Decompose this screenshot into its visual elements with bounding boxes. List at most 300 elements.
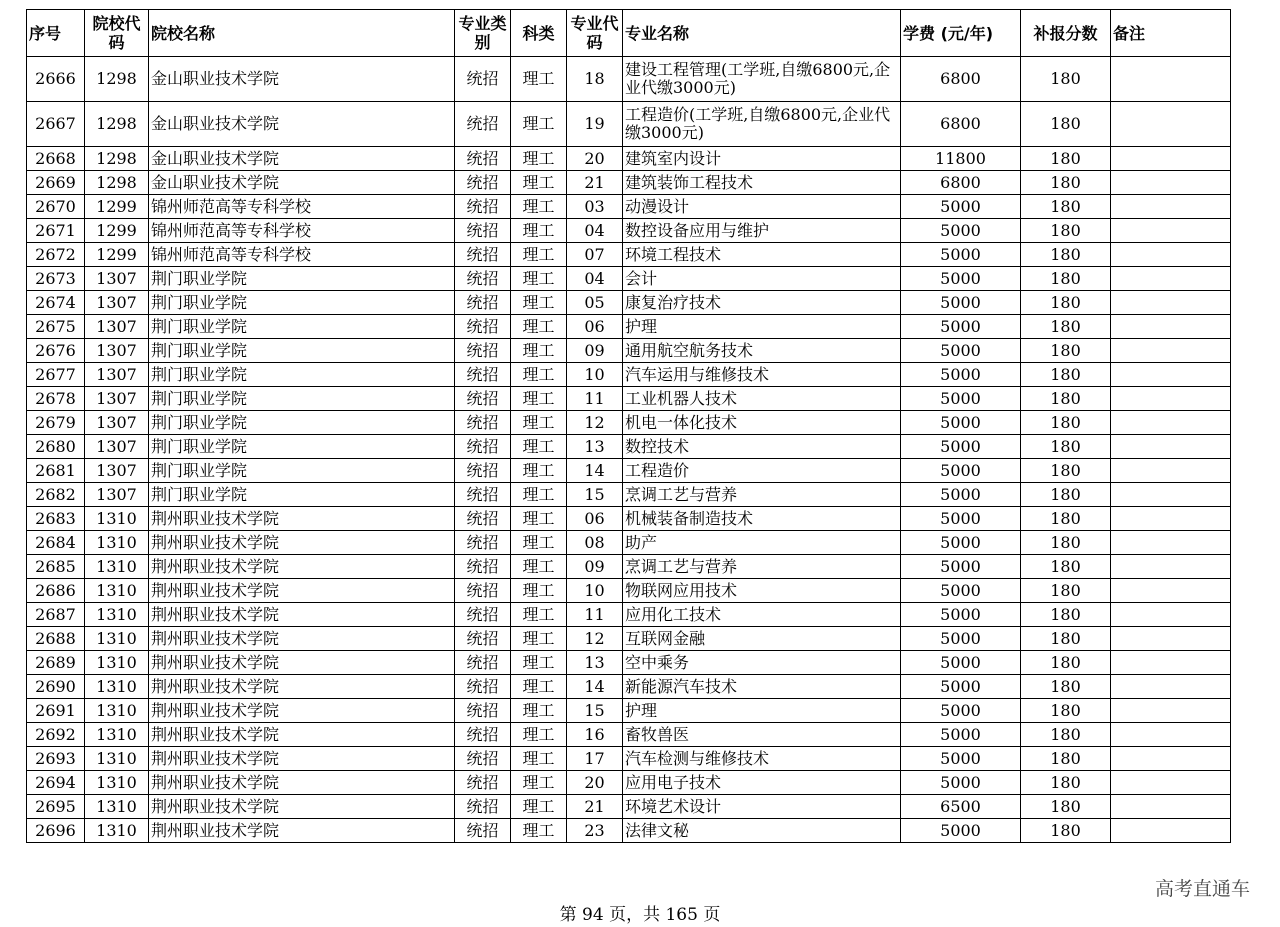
category-cell: 理工 [511,579,567,603]
school-code-cell: 1299 [85,243,149,267]
table-row [27,219,1231,243]
table-row [27,147,1231,171]
school-name-cell: 荆州职业技术学院 [149,795,455,819]
school-code-cell: 1310 [85,771,149,795]
major-code-cell: 04 [567,267,623,291]
major-type-cell: 统招 [455,267,511,291]
score-cell: 180 [1021,411,1111,435]
fee-cell: 5000 [901,339,1021,363]
major-name-cell: 护理 [623,699,901,723]
school-name-cell: 荆州职业技术学院 [149,747,455,771]
major-type-cell: 统招 [455,747,511,771]
header-row [27,10,1231,57]
major-name-cell: 建设工程管理(工学班,自缴6800元,企业代缴3000元) [623,57,901,102]
school-code-cell: 1310 [85,651,149,675]
fee-cell: 5000 [901,747,1021,771]
school-code-cell: 1298 [85,102,149,147]
score-cell: 180 [1021,579,1111,603]
score-cell: 180 [1021,723,1111,747]
score-cell: 180 [1021,651,1111,675]
category-cell: 理工 [511,483,567,507]
school-code-cell: 1310 [85,555,149,579]
score-cell: 180 [1021,603,1111,627]
school-name-cell: 荆门职业学院 [149,387,455,411]
score-cell: 180 [1021,267,1111,291]
table-row [27,771,1231,795]
school-name-cell: 荆门职业学院 [149,339,455,363]
fee-cell: 5000 [901,435,1021,459]
school-code-cell: 1307 [85,387,149,411]
school-name-cell: 荆门职业学院 [149,315,455,339]
school-code-cell: 1310 [85,699,149,723]
school-name-cell: 锦州师范高等专科学校 [149,195,455,219]
major-type-cell: 统招 [455,243,511,267]
major-code-cell: 16 [567,723,623,747]
score-cell: 180 [1021,243,1111,267]
school-code-cell: 1310 [85,747,149,771]
major-type-cell: 统招 [455,435,511,459]
school-name-cell: 荆门职业学院 [149,291,455,315]
category-cell: 理工 [511,243,567,267]
fee-cell: 5000 [901,723,1021,747]
major-code-cell: 03 [567,195,623,219]
fee-cell: 6500 [901,795,1021,819]
school-code-cell: 1307 [85,483,149,507]
major-code-cell: 09 [567,555,623,579]
major-type-cell: 统招 [455,531,511,555]
major-type-cell: 统招 [455,459,511,483]
school-name-cell: 荆州职业技术学院 [149,771,455,795]
fee-cell: 5000 [901,267,1021,291]
school-name-cell: 荆门职业学院 [149,483,455,507]
table-row [27,531,1231,555]
category-cell: 理工 [511,411,567,435]
score-cell: 180 [1021,795,1111,819]
category-cell: 理工 [511,267,567,291]
major-name-cell: 应用电子技术 [623,771,901,795]
category-cell: 理工 [511,675,567,699]
category-cell: 理工 [511,531,567,555]
major-type-cell: 统招 [455,819,511,843]
seq-cell: 2693 [27,747,85,771]
major-name-cell: 建筑装饰工程技术 [623,171,901,195]
school-name-cell: 金山职业技术学院 [149,147,455,171]
table-row [27,579,1231,603]
school-name-cell: 荆州职业技术学院 [149,699,455,723]
seq-cell: 2688 [27,627,85,651]
school-name-cell: 荆州职业技术学院 [149,531,455,555]
category-cell: 理工 [511,219,567,243]
table-row [27,435,1231,459]
school-name-cell: 荆州职业技术学院 [149,651,455,675]
seq-cell: 2669 [27,171,85,195]
major-type-cell: 统招 [455,102,511,147]
school-name-cell: 荆州职业技术学院 [149,603,455,627]
seq-cell: 2694 [27,771,85,795]
seq-cell: 2691 [27,699,85,723]
major-name-cell: 空中乘务 [623,651,901,675]
school-code-cell: 1307 [85,435,149,459]
remark-cell [1111,363,1231,387]
seq-cell: 2687 [27,603,85,627]
school-code-cell: 1307 [85,363,149,387]
school-code-cell: 1310 [85,531,149,555]
remark-cell [1111,483,1231,507]
school-name-cell: 荆门职业学院 [149,411,455,435]
category-cell: 理工 [511,363,567,387]
major-code-cell: 18 [567,57,623,102]
fee-cell: 5000 [901,627,1021,651]
school-code-cell: 1298 [85,171,149,195]
major-name-cell: 汽车检测与维修技术 [623,747,901,771]
remark-cell [1111,603,1231,627]
page-footer: 第 94 页，共 165 页 [559,905,721,925]
major-code-cell: 04 [567,219,623,243]
school-name-cell: 金山职业技术学院 [149,171,455,195]
seq-cell: 2670 [27,195,85,219]
major-name-cell: 助产 [623,531,901,555]
score-cell: 180 [1021,339,1111,363]
major-type-cell: 统招 [455,627,511,651]
school-code-cell: 1307 [85,267,149,291]
remark-cell [1111,459,1231,483]
score-cell: 180 [1021,699,1111,723]
school-name-cell: 锦州师范高等专科学校 [149,243,455,267]
remark-cell [1111,195,1231,219]
seq-cell: 2686 [27,579,85,603]
school-code-cell: 1310 [85,795,149,819]
major-code-cell: 14 [567,459,623,483]
major-type-cell: 统招 [455,315,511,339]
major-type-cell: 统招 [455,651,511,675]
major-code-cell: 10 [567,579,623,603]
remark-cell [1111,435,1231,459]
fee-cell: 6800 [901,102,1021,147]
school-code-cell: 1310 [85,603,149,627]
table-row [27,747,1231,771]
remark-cell [1111,339,1231,363]
major-type-cell: 统招 [455,483,511,507]
remark-cell [1111,102,1231,147]
seq-cell: 2689 [27,651,85,675]
school-code-cell: 1298 [85,57,149,102]
school-code-cell: 1307 [85,411,149,435]
table-row [27,102,1231,147]
major-name-cell: 烹调工艺与营养 [623,555,901,579]
remark-cell [1111,627,1231,651]
school-code-cell: 1310 [85,723,149,747]
table-row [27,699,1231,723]
table-row [27,459,1231,483]
fee-cell: 5000 [901,675,1021,699]
major-code-cell: 12 [567,627,623,651]
major-code-cell: 17 [567,747,623,771]
school-code-cell: 1307 [85,291,149,315]
school-code-cell: 1310 [85,507,149,531]
fee-cell: 5000 [901,219,1021,243]
remark-cell [1111,795,1231,819]
score-cell: 180 [1021,459,1111,483]
school-name-cell: 金山职业技术学院 [149,57,455,102]
major-code-cell: 20 [567,771,623,795]
seq-cell: 2683 [27,507,85,531]
header-fee: 学费 (元/年) [901,10,1021,57]
fee-cell: 5000 [901,699,1021,723]
school-name-cell: 荆州职业技术学院 [149,555,455,579]
major-name-cell: 机电一体化技术 [623,411,901,435]
seq-cell: 2676 [27,339,85,363]
seq-cell: 2681 [27,459,85,483]
seq-cell: 2685 [27,555,85,579]
score-cell: 180 [1021,387,1111,411]
remark-cell [1111,531,1231,555]
table-row [27,819,1231,843]
remark-cell [1111,171,1231,195]
seq-cell: 2671 [27,219,85,243]
category-cell: 理工 [511,459,567,483]
major-name-cell: 会计 [623,267,901,291]
fee-cell: 5000 [901,411,1021,435]
fee-cell: 6800 [901,57,1021,102]
remark-cell [1111,771,1231,795]
school-code-cell: 1299 [85,219,149,243]
major-type-cell: 统招 [455,675,511,699]
major-name-cell: 数控设备应用与维护 [623,219,901,243]
major-code-cell: 23 [567,819,623,843]
fee-cell: 5000 [901,603,1021,627]
table-row [27,291,1231,315]
category-cell: 理工 [511,555,567,579]
category-cell: 理工 [511,603,567,627]
remark-cell [1111,747,1231,771]
score-cell: 180 [1021,315,1111,339]
major-type-cell: 统招 [455,411,511,435]
header-remark: 备注 [1111,10,1231,57]
major-name-cell: 工程造价(工学班,自缴6800元,企业代缴3000元) [623,102,901,147]
table-row [27,795,1231,819]
seq-cell: 2684 [27,531,85,555]
category-cell: 理工 [511,507,567,531]
fee-cell: 5000 [901,315,1021,339]
table-row [27,171,1231,195]
remark-cell [1111,723,1231,747]
seq-cell: 2667 [27,102,85,147]
fee-cell: 11800 [901,147,1021,171]
category-cell: 理工 [511,291,567,315]
school-name-cell: 荆门职业学院 [149,435,455,459]
school-code-cell: 1299 [85,195,149,219]
score-cell: 180 [1021,819,1111,843]
score-cell: 180 [1021,363,1111,387]
table-row [27,195,1231,219]
major-code-cell: 20 [567,147,623,171]
seq-cell: 2696 [27,819,85,843]
category-cell: 理工 [511,723,567,747]
major-name-cell: 环境工程技术 [623,243,901,267]
fee-cell: 5000 [901,819,1021,843]
school-code-cell: 1310 [85,627,149,651]
watermark: 高考直通车 [1154,878,1250,900]
remark-cell [1111,699,1231,723]
major-type-cell: 统招 [455,579,511,603]
school-code-cell: 1307 [85,315,149,339]
remark-cell [1111,411,1231,435]
seq-cell: 2673 [27,267,85,291]
header-major-type: 专业类别 [455,10,511,57]
score-cell: 180 [1021,531,1111,555]
school-name-cell: 荆门职业学院 [149,459,455,483]
fee-cell: 5000 [901,507,1021,531]
score-cell: 180 [1021,435,1111,459]
fee-cell: 5000 [901,243,1021,267]
major-name-cell: 畜牧兽医 [623,723,901,747]
major-type-cell: 统招 [455,507,511,531]
table-row [27,411,1231,435]
table-row [27,675,1231,699]
major-code-cell: 13 [567,651,623,675]
seq-cell: 2674 [27,291,85,315]
major-code-cell: 11 [567,603,623,627]
major-name-cell: 护理 [623,315,901,339]
score-cell: 180 [1021,483,1111,507]
major-name-cell: 环境艺术设计 [623,795,901,819]
major-name-cell: 建筑室内设计 [623,147,901,171]
score-cell: 180 [1021,627,1111,651]
major-type-cell: 统招 [455,723,511,747]
score-cell: 180 [1021,147,1111,171]
category-cell: 理工 [511,627,567,651]
fee-cell: 5000 [901,555,1021,579]
major-type-cell: 统招 [455,291,511,315]
remark-cell [1111,579,1231,603]
school-code-cell: 1298 [85,147,149,171]
seq-cell: 2682 [27,483,85,507]
major-name-cell: 烹调工艺与营养 [623,483,901,507]
major-code-cell: 06 [567,315,623,339]
score-cell: 180 [1021,195,1111,219]
remark-cell [1111,315,1231,339]
table-row [27,315,1231,339]
major-name-cell: 动漫设计 [623,195,901,219]
category-cell: 理工 [511,147,567,171]
major-name-cell: 数控技术 [623,435,901,459]
major-name-cell: 互联网金融 [623,627,901,651]
category-cell: 理工 [511,699,567,723]
major-name-cell: 工业机器人技术 [623,387,901,411]
score-cell: 180 [1021,102,1111,147]
school-name-cell: 荆州职业技术学院 [149,675,455,699]
major-name-cell: 康复治疗技术 [623,291,901,315]
table-row [27,483,1231,507]
fee-cell: 5000 [901,651,1021,675]
major-name-cell: 汽车运用与维修技术 [623,363,901,387]
major-type-cell: 统招 [455,195,511,219]
major-name-cell: 物联网应用技术 [623,579,901,603]
fee-cell: 5000 [901,579,1021,603]
category-cell: 理工 [511,57,567,102]
seq-cell: 2679 [27,411,85,435]
remark-cell [1111,819,1231,843]
major-type-cell: 统招 [455,795,511,819]
table-row [27,627,1231,651]
major-code-cell: 21 [567,795,623,819]
major-type-cell: 统招 [455,147,511,171]
major-code-cell: 08 [567,531,623,555]
score-cell: 180 [1021,291,1111,315]
school-code-cell: 1307 [85,339,149,363]
major-code-cell: 07 [567,243,623,267]
header-category: 科类 [511,10,567,57]
major-name-cell: 机械装备制造技术 [623,507,901,531]
category-cell: 理工 [511,387,567,411]
school-name-cell: 荆门职业学院 [149,267,455,291]
seq-cell: 2672 [27,243,85,267]
score-cell: 180 [1021,675,1111,699]
category-cell: 理工 [511,171,567,195]
remark-cell [1111,219,1231,243]
school-code-cell: 1310 [85,675,149,699]
school-name-cell: 锦州师范高等专科学校 [149,219,455,243]
score-cell: 180 [1021,507,1111,531]
table-row [27,555,1231,579]
major-code-cell: 06 [567,507,623,531]
category-cell: 理工 [511,819,567,843]
school-name-cell: 荆州职业技术学院 [149,507,455,531]
table-row [27,339,1231,363]
seq-cell: 2695 [27,795,85,819]
remark-cell [1111,651,1231,675]
seq-cell: 2692 [27,723,85,747]
score-cell: 180 [1021,771,1111,795]
fee-cell: 5000 [901,459,1021,483]
table-row [27,507,1231,531]
major-type-cell: 统招 [455,603,511,627]
remark-cell [1111,267,1231,291]
header-school-code: 院校代码 [85,10,149,57]
category-cell: 理工 [511,315,567,339]
major-type-cell: 统招 [455,171,511,195]
major-type-cell: 统招 [455,219,511,243]
major-code-cell: 19 [567,102,623,147]
table-row [27,651,1231,675]
score-cell: 180 [1021,171,1111,195]
remark-cell [1111,555,1231,579]
major-code-cell: 15 [567,483,623,507]
table-row [27,723,1231,747]
table-row [27,387,1231,411]
major-type-cell: 统招 [455,387,511,411]
major-type-cell: 统招 [455,363,511,387]
fee-cell: 5000 [901,771,1021,795]
remark-cell [1111,387,1231,411]
score-cell: 180 [1021,57,1111,102]
seq-cell: 2668 [27,147,85,171]
remark-cell [1111,675,1231,699]
seq-cell: 2678 [27,387,85,411]
major-name-cell: 新能源汽车技术 [623,675,901,699]
header-score: 补报分数 [1021,10,1111,57]
score-cell: 180 [1021,747,1111,771]
fee-cell: 5000 [901,531,1021,555]
seq-cell: 2690 [27,675,85,699]
category-cell: 理工 [511,651,567,675]
header-major-code: 专业代码 [567,10,623,57]
major-code-cell: 12 [567,411,623,435]
table-body [27,57,1231,843]
school-code-cell: 1310 [85,579,149,603]
major-type-cell: 统招 [455,555,511,579]
header-seq: 序号 [27,10,85,57]
